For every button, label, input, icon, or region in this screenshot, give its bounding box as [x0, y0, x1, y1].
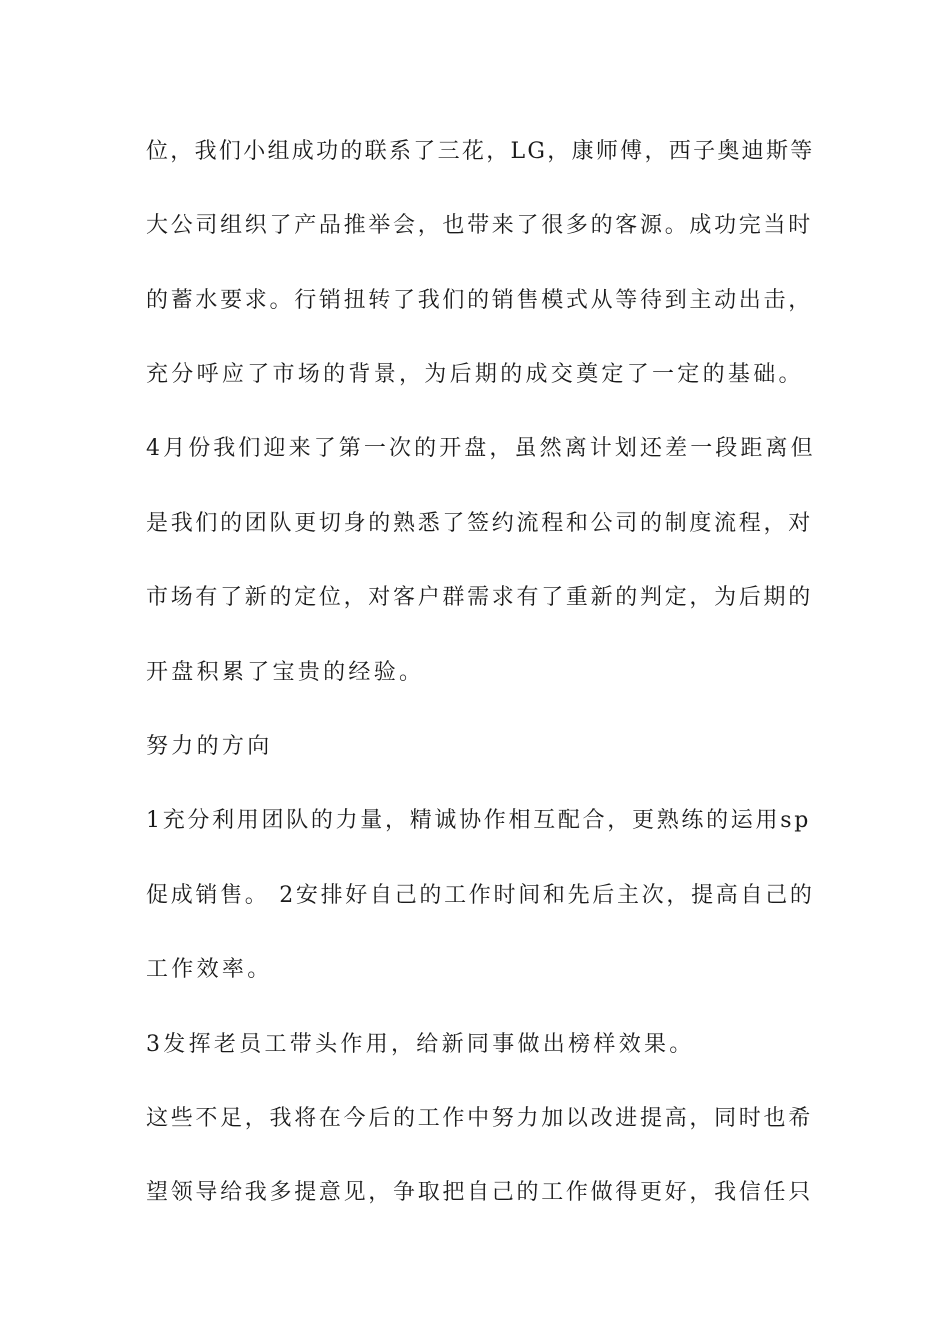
text-line-14: 这些不足，我将在今后的工作中努力加以改进提高，同时也希 — [146, 1106, 813, 1131]
text-line-15: 望领导给我多提意见，争取把自己的工作做得更好，我信任只 — [146, 1180, 813, 1205]
text-line-12: 工作效率。 — [146, 957, 273, 982]
text-line-1: 位，我们小组成功的联系了三花，LG，康师傅，西子奥迪斯等 — [146, 139, 815, 164]
text-line-4: 充分呼应了市场的背景，为后期的成交奠定了一定的基础。 — [146, 362, 804, 387]
text-line-10: 1充分利用团队的力量，精诚协作相互配合，更熟练的运用sp — [146, 808, 811, 833]
text-line-2: 大公司组织了产品推举会，也带来了很多的客源。成功完当时 — [146, 213, 813, 238]
section-heading: 努力的方向 — [146, 734, 273, 759]
text-line-6: 是我们的团队更切身的熟悉了签约流程和公司的制度流程，对 — [146, 511, 813, 536]
text-line-8: 开盘积累了宝贵的经验。 — [146, 660, 425, 685]
text-line-7: 市场有了新的定位，对客户群需求有了重新的判定，为后期的 — [146, 585, 813, 610]
text-line-11: 促成销售。 2安排好自己的工作时间和先后主次，提高自己的 — [146, 883, 815, 908]
text-line-5: 4月份我们迎来了第一次的开盘，虽然离计划还差一段距离但 — [146, 436, 816, 461]
text-line-13: 3发挥老员工带头作用，给新同事做出榜样效果。 — [146, 1032, 695, 1057]
text-line-3: 的蓄水要求。行销扭转了我们的销售模式从等待到主动出击， — [146, 288, 813, 313]
